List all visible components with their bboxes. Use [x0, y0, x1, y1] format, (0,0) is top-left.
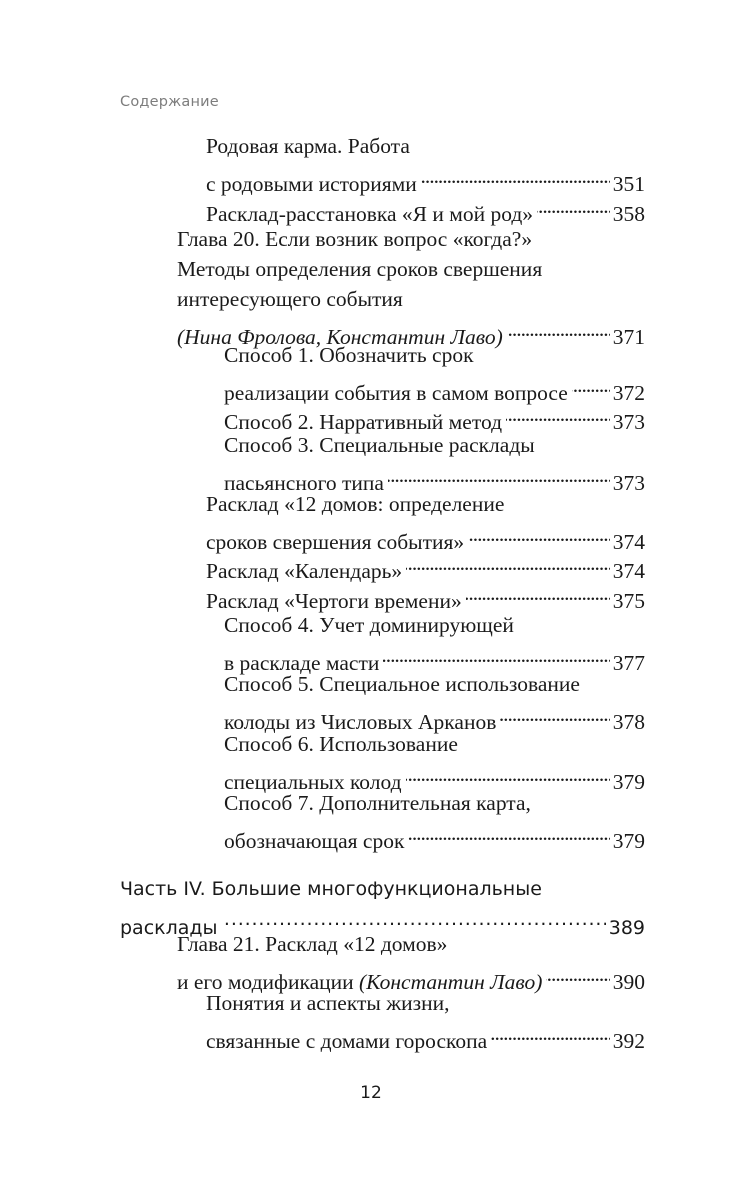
page-number: 351 — [612, 172, 645, 196]
toc-entry-method-6[interactable] — [224, 729, 645, 794]
dot-leader — [468, 519, 610, 549]
page-number: 379 — [612, 770, 645, 794]
page-number: 358 — [612, 202, 645, 226]
toc-entry-text: Способ 4. Учет доминирующей — [224, 613, 514, 637]
dot-leader — [466, 578, 610, 608]
toc-entry-text: интересующего события — [177, 287, 403, 311]
toc-entry-method-4[interactable] — [224, 610, 645, 675]
toc-entry-text: Способ 3. Специальные расклады — [224, 433, 535, 457]
toc-entry-chapter-20[interactable] — [177, 224, 645, 349]
dot-leader — [546, 959, 609, 989]
page-number: 373 — [612, 471, 645, 495]
toc-entry-text: и его модификации — [177, 970, 354, 994]
toc-entry-text: обозначающая срок — [224, 829, 405, 853]
toc-entry-text: Расклад «12 домов: определение — [206, 492, 505, 516]
toc-entry-method-1[interactable] — [224, 340, 645, 405]
dot-leader — [506, 399, 610, 429]
page-number: 392 — [612, 1029, 645, 1053]
dot-leader — [383, 640, 609, 670]
dot-leader — [491, 1018, 610, 1048]
dot-leader — [388, 460, 610, 490]
dot-leader — [500, 699, 609, 729]
toc-entry-text: Методы определения сроков свершения — [177, 257, 543, 281]
dot-leader — [537, 191, 610, 221]
toc-entry-text: расклады — [120, 917, 218, 939]
page-number: 377 — [612, 651, 645, 675]
running-head: Содержание — [120, 94, 219, 110]
toc-entry-author: (Константин Лаво) — [359, 970, 543, 994]
toc-entry-text: пасьянсного типа — [224, 471, 384, 495]
toc-entry-text: Расклад-расстановка «Я и мой род» — [206, 202, 534, 226]
toc-entry-text: Понятия и аспекты жизни, — [206, 991, 450, 1015]
page-number: 373 — [612, 410, 645, 434]
toc-entry-text: Способ 6. Использование — [224, 732, 458, 756]
toc-entry-text: колоды из Числовых Арканов — [224, 710, 497, 734]
toc-entry-text: Родовая карма. Работа — [206, 134, 410, 158]
dot-leader — [421, 161, 610, 191]
toc-entry-calendar[interactable] — [206, 548, 645, 583]
toc-entry-author: (Нина Фролова, Константин Лаво) — [177, 325, 503, 349]
toc-entry-text: связанные с домами гороскопа — [206, 1029, 488, 1053]
toc-entry-text: Глава 21. Расклад «12 домов» — [177, 932, 448, 956]
page-number: 390 — [612, 970, 645, 994]
toc-entry-text: Глава 20. Если возник вопрос «когда?» — [177, 227, 533, 251]
page-number: 374 — [612, 559, 645, 583]
dot-leader — [408, 818, 609, 848]
toc-entry-rasstanovka[interactable] — [206, 191, 645, 226]
page-number: 378 — [612, 710, 645, 734]
toc-entry-text: реализации события в самом вопросе — [224, 381, 568, 405]
toc-entry-method-7[interactable] — [224, 788, 645, 853]
dot-leader — [406, 759, 610, 789]
page-number-footer: 12 — [360, 1083, 382, 1103]
toc-entry-text: Расклад «Чертоги времени» — [206, 589, 462, 613]
toc-entry-text: Способ 7. Дополнительная карта, — [224, 791, 531, 815]
page-number: 372 — [612, 381, 645, 405]
dot-leader — [572, 370, 610, 400]
page-number: 375 — [612, 589, 645, 613]
toc-entry-text: Расклад «Календарь» — [206, 559, 403, 583]
toc-entry-method-3[interactable] — [224, 430, 645, 495]
toc-entry-text: Способ 2. Нарративный метод — [224, 410, 503, 434]
toc-entry-text: Способ 5. Специальное использование — [224, 672, 580, 696]
toc-entry-12-houses-timing[interactable] — [206, 489, 645, 554]
toc-entry-part-4[interactable] — [120, 874, 645, 939]
toc-entry-rodovaya-karma[interactable] — [206, 131, 645, 196]
toc-entry-text: в раскладе масти — [224, 651, 380, 675]
page-number: 379 — [612, 829, 645, 853]
toc-entry-method-5[interactable] — [224, 669, 645, 734]
page-number: 389 — [608, 917, 645, 939]
toc-entry-life-aspects[interactable] — [206, 988, 645, 1053]
toc-entry-halls-of-time[interactable] — [206, 578, 645, 613]
page-number: 371 — [612, 325, 645, 349]
toc-entry-method-2[interactable] — [224, 399, 645, 434]
toc-entry-chapter-21[interactable] — [177, 929, 645, 994]
toc-entry-text: Часть IV. Большие многофункциональные — [120, 878, 542, 900]
toc-entry-text: с родовыми историями — [206, 172, 417, 196]
toc-entry-text: специальных колод — [224, 770, 402, 794]
toc-entry-text: Способ 1. Обозначить срок — [224, 343, 474, 367]
dot-leader — [406, 548, 610, 578]
toc-entry-text: сроков свершения события» — [206, 530, 465, 554]
page-number: 374 — [612, 530, 645, 554]
